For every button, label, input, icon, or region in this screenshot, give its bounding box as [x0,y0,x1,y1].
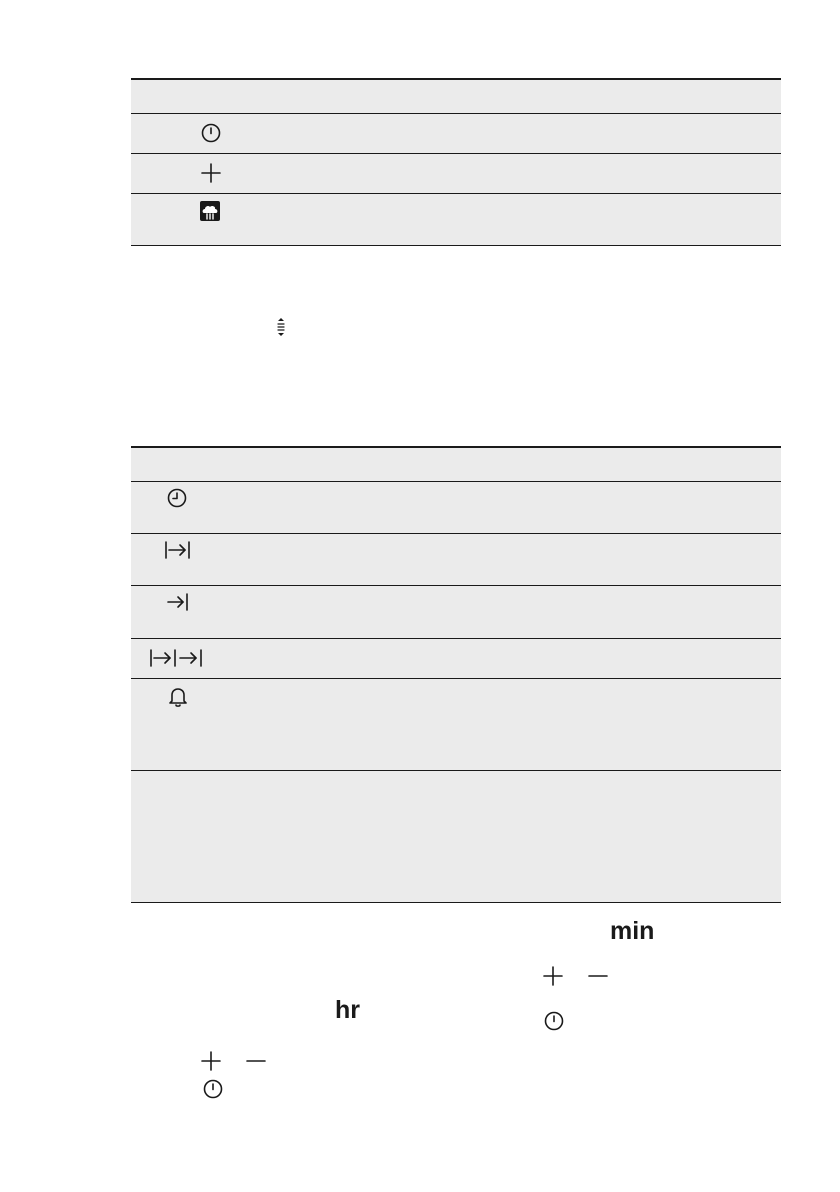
table-2-blank-row [131,770,781,903]
table-1 [131,78,781,246]
clock-dial-icon [544,1011,564,1031]
minute-minder-bell-icon [169,687,187,707]
table-2-row-time-of-day [131,481,781,534]
plus-icon [201,163,221,183]
table-2-row-minute-minder [131,678,781,771]
table-bottom-rule [131,902,781,903]
hours-label: hr [335,996,360,1024]
table-1-row-clock [131,113,781,154]
plus-icon [543,966,563,986]
minutes-label: min [610,917,655,945]
up-down-scroll-icon [276,317,286,337]
table-2-row-duration [131,533,781,586]
plus-icon [201,1051,221,1071]
table-1-row-plus [131,153,781,194]
duration-icon [164,540,192,560]
clock-dial-icon [203,1079,223,1099]
time-of-day-clock-icon [167,488,187,508]
table-1-row-steam [131,193,781,246]
minus-icon [246,1051,266,1071]
minus-icon [588,966,608,986]
table-2-row-time-delay [131,638,781,679]
clock-dial-icon [201,123,221,143]
table-bottom-rule [131,245,781,246]
table-1-header-row [131,80,781,113]
table-2 [131,446,781,903]
steam-cloud-icon [199,200,221,222]
table-2-header-row [131,448,781,481]
end-time-icon [166,592,190,612]
time-delay-icon [149,648,207,668]
table-2-row-end-time [131,585,781,639]
